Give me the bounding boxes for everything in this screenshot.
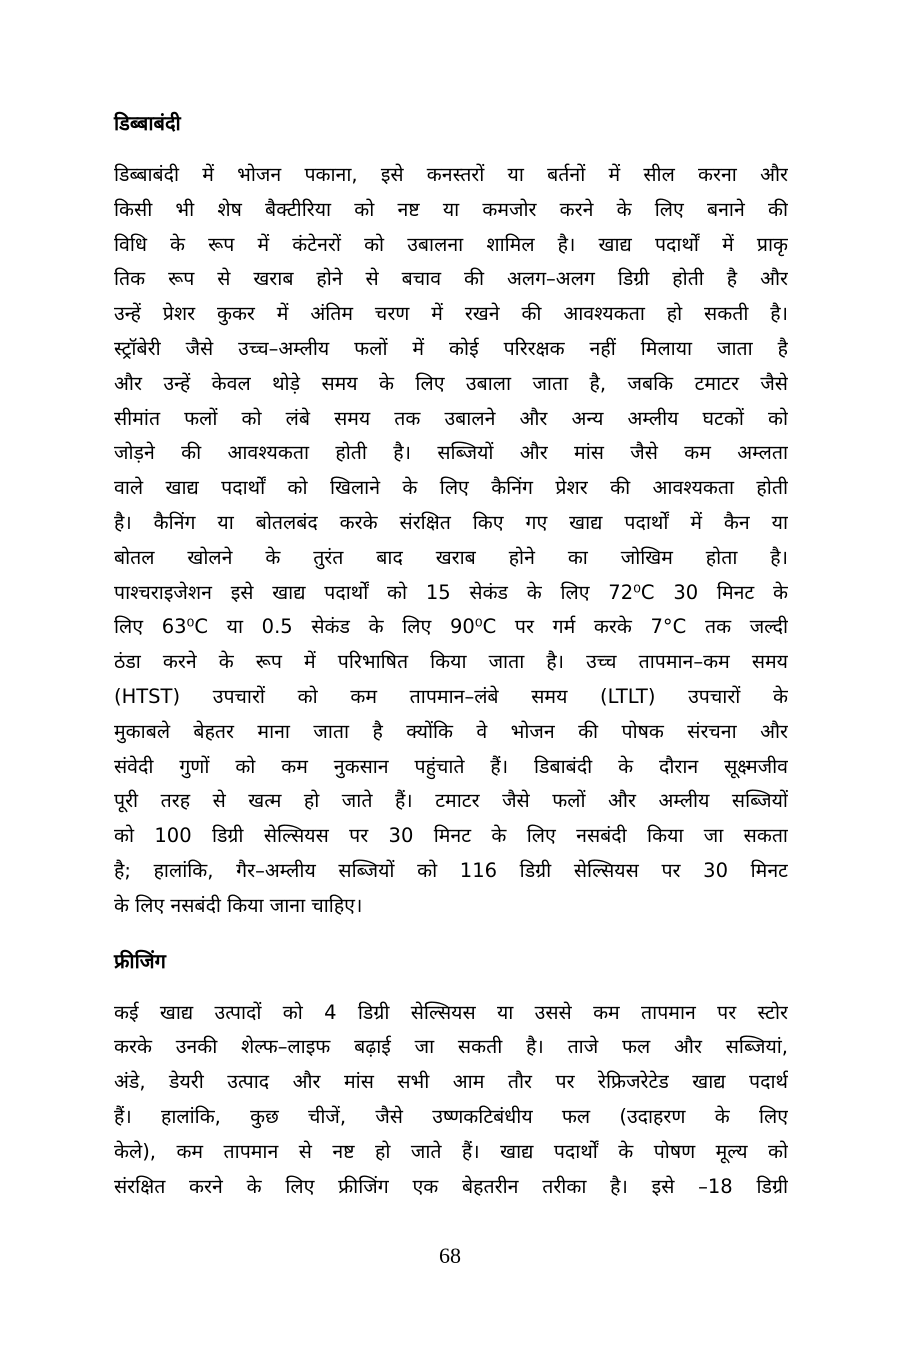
text-line: और उन्हें केवल थोड़े समय के लिए उबाला जाता है, जबकि टमाटर जैसे bbox=[114, 371, 788, 395]
text-line: ठंडा करने के रूप में परिभाषित किया जाता है। उच्च तापमान–कम समय bbox=[114, 650, 788, 674]
section-heading-canning: डिब्बाबंदी bbox=[114, 111, 181, 135]
text-line: डिब्बाबंदी में भोजन पकाना, इसे कनस्तरों या बर्तनों में सील करना और bbox=[114, 163, 788, 186]
section-heading-freezing: फ्रीजिंग bbox=[114, 948, 166, 973]
text-line: करके उनकी शेल्फ–लाइफ बढ़ाई जा सकती है। ताजे फल और सब्जियां, bbox=[114, 1035, 788, 1059]
text-line: हैं। हालांकि, कुछ चीजें, जैसे उष्णकटिबंधीय फल (उदाहरण के लिए bbox=[114, 1104, 788, 1128]
text-line: उन्हें प्रेशर कुकर में अंतिम चरण में रखने की आवश्यकता हो सकती है। bbox=[114, 302, 788, 326]
text-line: है; हालांकि, गैर–अम्लीय सब्जियों को 116 डिग्री सेल्सियस पर 30 मिनट bbox=[114, 858, 788, 882]
text-line: पाश्चराइजेशन इसे खाद्य पदार्थों को 15 सेकंड के लिए 72⁰C 30 मिनट के bbox=[114, 580, 788, 604]
page-number: 68 bbox=[439, 1243, 461, 1268]
text-line: के लिए नसबंदी किया जाना चाहिए। bbox=[114, 893, 363, 917]
text-line: बोतल खोलने के तुरंत बाद खराब होने का जोखिम होता है। bbox=[114, 545, 788, 569]
text-line: अंडे, डेयरी उत्पाद और मांस सभी आम तौर पर रेफ्रिजरेटेड खाद्य पदार्थ bbox=[114, 1070, 788, 1094]
text-line: पूरी तरह से खत्म हो जाते हैं। टमाटर जैसे फलों और अम्लीय सब्जियों bbox=[114, 789, 788, 813]
text-line: कई खाद्य उत्पादों को 4 डिग्री सेल्सियस या उससे कम तापमान पर स्टोर bbox=[114, 1000, 788, 1024]
text-line: केले), कम तापमान से नष्ट हो जाते हैं। खाद्य पदार्थों के पोषण मूल्य को bbox=[114, 1139, 788, 1163]
text-line: संवेदी गुणों को कम नुकसान पहुंचाते हैं। डिबाबंदी के दौरान सूक्ष्मजीव bbox=[114, 754, 788, 778]
text-line: किसी भी शेष बैक्टीरिया को नष्ट या कमजोर करने के लिए बनाने की bbox=[114, 197, 788, 221]
text-line: स्ट्रॉबेरी जैसे उच्च–अम्लीय फलों में कोई परिरक्षक नहीं मिलाया जाता है bbox=[114, 336, 788, 360]
paragraph-freezing bbox=[114, 996, 788, 1205]
section-gap bbox=[114, 924, 788, 946]
text-line: मुकाबले बेहतर माना जाता है क्योंकि वे भोजन की पोषक संरचना और bbox=[114, 719, 788, 743]
text-line: सीमांत फलों को लंबे समय तक उबालने और अन्य अम्लीय घटकों को bbox=[114, 406, 788, 430]
text-line: है। कैनिंग या बोतलबंद करके संरक्षित किए गए खाद्य पदार्थों में कैन या bbox=[114, 510, 788, 534]
text-line: संरक्षित करने के लिए फ्रीजिंग एक बेहतरीन तरीका है। इसे –18 डिग्री bbox=[114, 1174, 788, 1198]
text-line: विधि के रूप में कंटेनरों को उबालना शामिल है। खाद्य पदार्थों में प्राकृ bbox=[114, 232, 788, 256]
text-line: जोड़ने की आवश्यकता होती है। सब्जियों और मांस जैसे कम अम्लता bbox=[114, 441, 788, 465]
text-line: (HTST) उपचारों को कम तापमान–लंबे समय (LTLT) उपचारों के bbox=[114, 684, 788, 708]
paragraph-canning bbox=[114, 158, 788, 924]
text-line: तिक रूप से खराब होने से बचाव की अलग–अलग डिग्री होती है और bbox=[114, 267, 788, 291]
text-line: को 100 डिग्री सेल्सियस पर 30 मिनट के लिए नसबंदी किया जा सकता bbox=[114, 824, 788, 848]
text-line: लिए 63⁰C या 0.5 सेकंड के लिए 90⁰C पर गर्म करके 7°C तक जल्दी bbox=[114, 615, 788, 639]
page-body bbox=[114, 108, 788, 1204]
text-line: वाले खाद्य पदार्थों को खिलाने के लिए कैनिंग प्रेशर की आवश्यकता होती bbox=[114, 476, 788, 500]
